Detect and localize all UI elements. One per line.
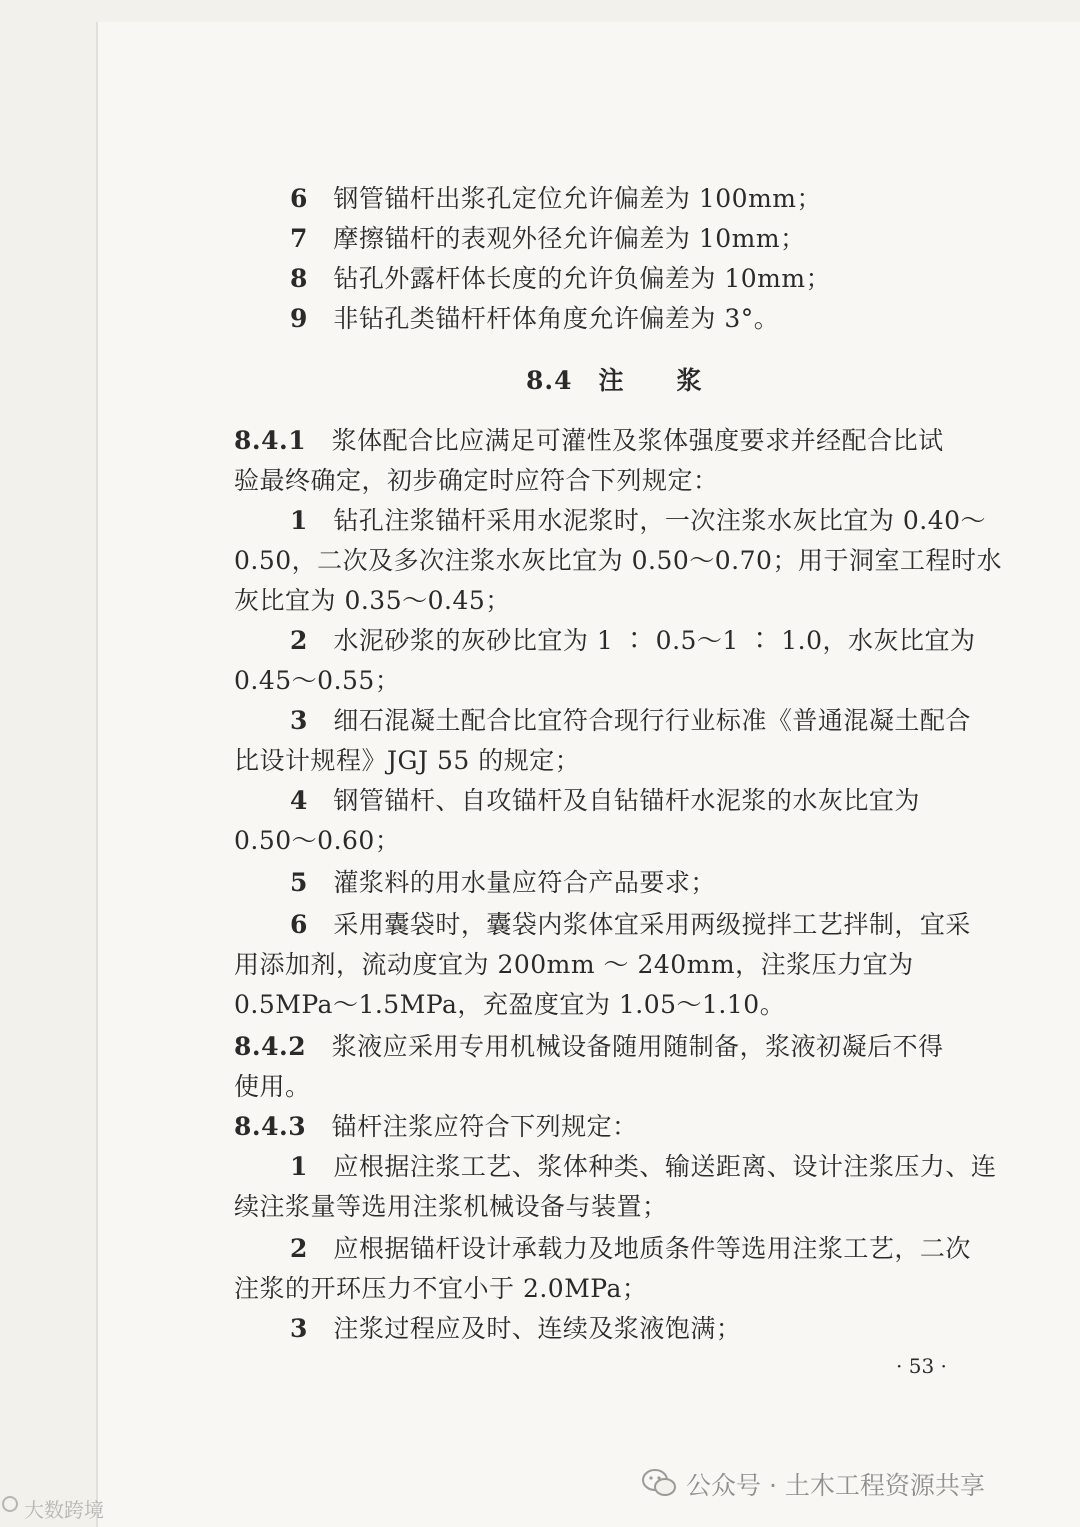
item-number: 8 bbox=[290, 264, 308, 293]
item-text-cont: 续注浆量等选用注浆机械设备与装置； bbox=[234, 1192, 668, 1221]
item-text-cont: 0.50，二次及多次注浆水灰比宜为 0.50～0.70；用于洞室工程时水 bbox=[234, 546, 1002, 575]
item-text-cont: 灰比宜为 0.35～0.45； bbox=[234, 586, 511, 615]
list-item bbox=[290, 784, 920, 818]
watermark-brand: 大数跨境 bbox=[24, 1498, 104, 1522]
page-number: · 53 · bbox=[896, 1354, 947, 1378]
clause-number: 8.4.1 bbox=[234, 426, 307, 455]
item-text-cont: 0.5MPa～1.5MPa，充盈度宜为 1.05～1.10。 bbox=[234, 990, 786, 1019]
list-item bbox=[290, 302, 779, 336]
watermark-account: 公众号 · 土木工程资源共享 bbox=[686, 1471, 985, 1500]
item-text-cont: 注浆的开环压力不宜小于 2.0MPa； bbox=[234, 1274, 648, 1303]
item-number: 1 bbox=[290, 506, 308, 535]
section-title: 注 浆 bbox=[598, 366, 703, 395]
item-text: 注浆过程应及时、连续及浆液饱满； bbox=[333, 1314, 742, 1343]
clause-text: 浆体配合比应满足可灌性及浆体强度要求并经配合比试 bbox=[331, 426, 944, 455]
item-number: 2 bbox=[290, 1234, 308, 1263]
list-item bbox=[290, 262, 831, 296]
logo-icon bbox=[0, 1494, 20, 1514]
item-text-cont: 比设计规程》JGJ 55 的规定； bbox=[234, 746, 581, 775]
list-item bbox=[290, 504, 986, 538]
item-text: 细石混凝土配合比宜符合现行行业标准《普通混凝土配合 bbox=[333, 706, 971, 735]
item-text: 钢管锚杆、自攻锚杆及自钻锚杆水泥浆的水灰比宜为 bbox=[333, 786, 920, 815]
item-number: 5 bbox=[290, 868, 308, 897]
item-text: 钢管锚杆出浆孔定位允许偏差为 100mm； bbox=[333, 184, 822, 213]
list-item bbox=[290, 1312, 741, 1346]
list-item bbox=[290, 866, 716, 900]
clause-text-cont: 使用。 bbox=[234, 1072, 311, 1101]
item-text-cont: 0.50～0.60； bbox=[234, 826, 401, 855]
item-number: 4 bbox=[290, 786, 308, 815]
list-item bbox=[290, 908, 971, 942]
section-heading bbox=[526, 364, 703, 398]
item-text: 应根据锚杆设计承载力及地质条件等选用注浆工艺，二次 bbox=[333, 1234, 971, 1263]
item-number: 2 bbox=[290, 626, 308, 655]
clause-number: 8.4.3 bbox=[234, 1112, 307, 1141]
item-number: 1 bbox=[290, 1152, 308, 1181]
section-number: 8.4 bbox=[526, 366, 573, 395]
clause-842 bbox=[234, 1030, 944, 1064]
clause-text: 浆液应采用专用机械设备随用随制备，浆液初凝后不得 bbox=[331, 1032, 944, 1061]
item-text-cont: 0.45～0.55； bbox=[234, 666, 401, 695]
item-text: 水泥砂浆的灰砂比宜为 1 ∶ 0.5～1 ∶ 1.0，水灰比宜为 bbox=[333, 626, 976, 655]
item-text-cont: 用添加剂，流动度宜为 200mm ～ 240mm，注浆压力宜为 bbox=[234, 950, 914, 979]
item-text: 采用囊袋时，囊袋内浆体宜采用两级搅拌工艺拌制，宜采 bbox=[333, 910, 971, 939]
item-number: 3 bbox=[290, 706, 308, 735]
list-item bbox=[290, 182, 822, 216]
item-number: 9 bbox=[290, 304, 308, 333]
item-number: 7 bbox=[290, 224, 308, 253]
item-text: 钻孔注浆锚杆采用水泥浆时，一次注浆水灰比宜为 0.40～ bbox=[333, 506, 987, 535]
clause-text: 锚杆注浆应符合下列规定： bbox=[331, 1112, 638, 1141]
list-item bbox=[290, 704, 971, 738]
item-text: 灌浆料的用水量应符合产品要求； bbox=[333, 868, 716, 897]
item-text: 应根据注浆工艺、浆体种类、输送距离、设计注浆压力、连 bbox=[333, 1152, 997, 1181]
item-text: 钻孔外露杆体长度的允许负偏差为 10mm； bbox=[333, 264, 832, 293]
item-text: 摩擦锚杆的表观外径允许偏差为 10mm； bbox=[333, 224, 806, 253]
item-number: 3 bbox=[290, 1314, 308, 1343]
clause-number: 8.4.2 bbox=[234, 1032, 307, 1061]
list-item bbox=[290, 222, 806, 256]
clause-841 bbox=[234, 424, 944, 458]
item-number: 6 bbox=[290, 184, 308, 213]
list-item bbox=[290, 624, 976, 658]
list-item bbox=[290, 1150, 996, 1184]
item-number: 6 bbox=[290, 910, 308, 939]
list-item bbox=[290, 1232, 971, 1266]
clause-843 bbox=[234, 1110, 638, 1144]
wechat-icon bbox=[642, 1468, 676, 1498]
clause-text-cont: 验最终确定，初步确定时应符合下列规定： bbox=[234, 466, 719, 495]
item-text: 非钻孔类锚杆杆体角度允许偏差为 3°。 bbox=[333, 304, 780, 333]
